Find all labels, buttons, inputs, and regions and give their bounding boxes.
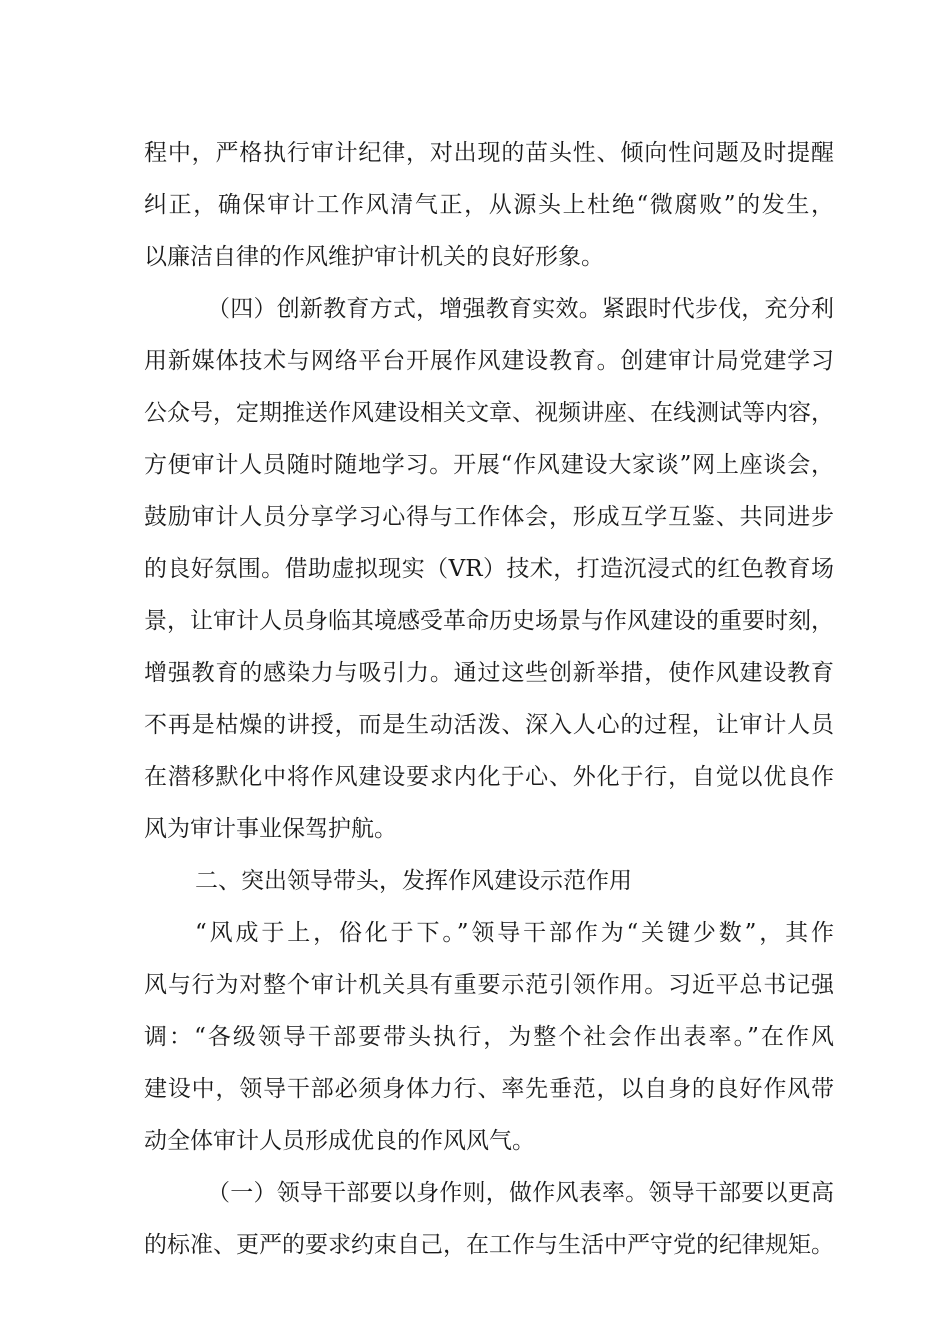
paragraph-line: 鼓励审计人员分享学习心得与工作体会，形成互学互鉴、共同进步: [144, 504, 834, 530]
paragraph-line: 调：“各级领导干部要带头执行，为整个社会作出表率。”在作风: [144, 1024, 834, 1050]
paragraph-line: （一）领导干部要以身作则，做作风表率。领导干部要以更高: [207, 1180, 834, 1206]
paragraph-line: 方便审计人员随时随地学习。开展“作风建设大家谈”网上座谈会，: [144, 452, 834, 478]
paragraph-line: 景，让审计人员身临其境感受革命历史场景与作风建设的重要时刻，: [144, 608, 834, 634]
paragraph-line: 在潜移默化中将作风建设要求内化于心、外化于行，自觉以优良作: [144, 764, 834, 790]
paragraph-line: 风为审计事业保驾护航。: [144, 816, 397, 842]
section-heading: 二、突出领导带头，发挥作风建设示范作用: [195, 868, 632, 894]
paragraph-line: 纠正，确保审计工作风清气正，从源头上杜绝“微腐败”的发生，: [144, 192, 834, 218]
paragraph-line: 动全体审计人员形成优良的作风风气。: [144, 1128, 535, 1154]
paragraph-line: 公众号，定期推送作风建设相关文章、视频讲座、在线测试等内容，: [144, 400, 834, 426]
paragraph-line: 用新媒体技术与网络平台开展作风建设教育。创建审计局党建学习: [144, 348, 834, 374]
paragraph-line: 程中，严格执行审计纪律，对出现的苗头性、倾向性问题及时提醒: [144, 140, 834, 166]
paragraph-line: 的良好氛围。借助虚拟现实（VR）技术，打造沉浸式的红色教育场: [144, 556, 834, 582]
paragraph-line: 不再是枯燥的讲授，而是生动活泼、深入人心的过程，让审计人员: [144, 712, 834, 738]
paragraph-line: 建设中，领导干部必须身体力行、率先垂范，以自身的良好作风带: [144, 1076, 834, 1102]
paragraph-line: 风与行为对整个审计机关具有重要示范引领作用。习近平总书记强: [144, 972, 834, 998]
paragraph-line: 以廉洁自律的作风维护审计机关的良好形象。: [144, 244, 604, 270]
paragraph-line: “风成于上，俗化于下。”领导干部作为“关键少数”，其作: [195, 920, 834, 946]
paragraph-line: 的标准、更严的要求约束自己，在工作与生活中严守党的纪律规矩。: [144, 1232, 834, 1258]
paragraph-line: （四）创新教育方式，增强教育实效。紧跟时代步伐，充分利: [207, 296, 834, 322]
paragraph-line: 增强教育的感染力与吸引力。通过这些创新举措，使作风建设教育: [144, 660, 834, 686]
